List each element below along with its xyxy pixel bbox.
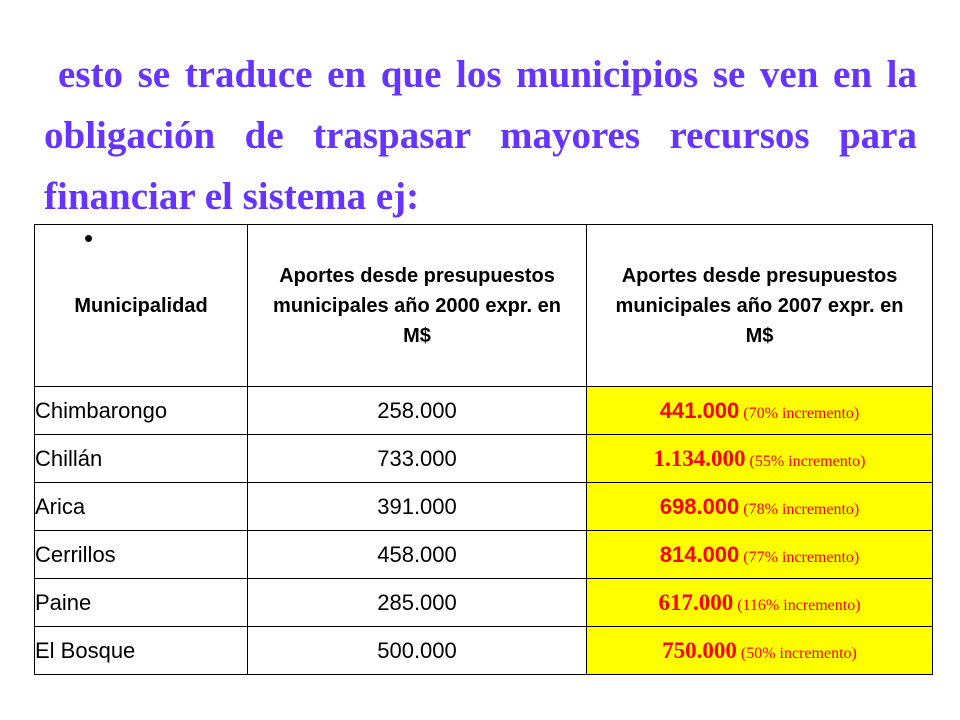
cell-2007-value: 1.134.000 bbox=[653, 445, 746, 471]
table-header-row bbox=[35, 225, 933, 387]
cell-2000-value: 458.000 bbox=[248, 531, 587, 579]
cell-municipality: El Bosque bbox=[35, 627, 248, 675]
table-row bbox=[35, 387, 933, 435]
cell-municipality: Cerrillos bbox=[35, 531, 248, 579]
table-row bbox=[35, 627, 933, 675]
cell-2000-value: 500.000 bbox=[248, 627, 587, 675]
cell-2007 bbox=[587, 579, 933, 627]
slide-heading: esto se traduce en que los municipios se ven en la obligación de traspasar mayores recursos para financiar el sistema ej: bbox=[44, 53, 917, 218]
cell-2007 bbox=[587, 387, 933, 435]
header-year-2007-label: Aportes desde presupuestos municipales año 2007 expr. en M$ bbox=[615, 264, 904, 347]
table-row bbox=[35, 579, 933, 627]
contributions-table bbox=[34, 224, 933, 675]
header-year-2007 bbox=[587, 225, 933, 387]
cell-2000-value: 258.000 bbox=[248, 387, 587, 435]
cell-municipality: Chimbarongo bbox=[35, 387, 248, 435]
cell-2007 bbox=[587, 483, 933, 531]
cell-2007 bbox=[587, 435, 933, 483]
header-municipality-label: Municipalidad bbox=[74, 294, 208, 317]
cell-2007-increase: (78% incremento) bbox=[743, 500, 860, 518]
bullet-point: • bbox=[84, 223, 94, 253]
cell-2007-increase: (116% incremento) bbox=[737, 596, 861, 614]
cell-2000-value: 391.000 bbox=[248, 483, 587, 531]
cell-2007 bbox=[587, 627, 933, 675]
cell-2007-increase: (55% incremento) bbox=[749, 452, 866, 470]
cell-municipality: Chillán bbox=[35, 435, 248, 483]
header-year-2000-label: Aportes desde presupuestos municipales año 2000 expr. en M$ bbox=[273, 264, 561, 347]
cell-2007-increase: (77% incremento) bbox=[743, 548, 860, 566]
cell-2000-value: 733.000 bbox=[248, 435, 587, 483]
cell-municipality: Paine bbox=[35, 579, 248, 627]
cell-2007-increase: (50% incremento) bbox=[740, 644, 857, 662]
table-row bbox=[35, 483, 933, 531]
table-row bbox=[35, 531, 933, 579]
cell-2007 bbox=[587, 531, 933, 579]
cell-2007-value: 698.000 bbox=[659, 493, 740, 519]
table-row bbox=[35, 435, 933, 483]
cell-2007-value: 617.000 bbox=[658, 589, 734, 615]
cell-2007-value: 441.000 bbox=[659, 397, 740, 423]
cell-2007-increase: (70% incremento) bbox=[743, 404, 860, 422]
cell-2007-value: 750.000 bbox=[662, 637, 737, 663]
header-municipality bbox=[35, 225, 248, 387]
cell-2000-value: 285.000 bbox=[248, 579, 587, 627]
cell-municipality: Arica bbox=[35, 483, 248, 531]
header-year-2000 bbox=[248, 225, 587, 387]
cell-2007-value: 814.000 bbox=[659, 541, 740, 567]
